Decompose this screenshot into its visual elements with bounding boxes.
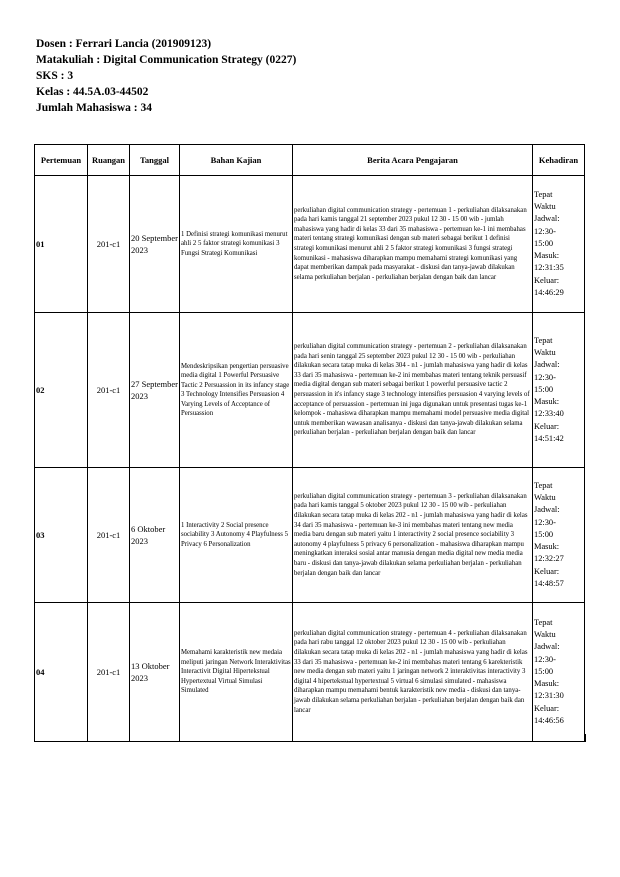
cell-tanggal: 27 September 2023 [130, 313, 180, 468]
cell-ruangan: 201-c1 [88, 468, 130, 603]
col-header-tanggal: Tanggal [130, 145, 180, 176]
kehadiran-line: Tepat [534, 335, 553, 345]
cell-tanggal: 20 September 2023 [130, 176, 180, 313]
table-header-row [35, 145, 585, 176]
cell-pertemuan: 04 [35, 603, 88, 742]
kehadiran-line: 12:30- [534, 654, 556, 664]
kehadiran-line: Keluar: [534, 566, 560, 576]
kehadiran-line: 15:00 [534, 529, 554, 539]
kehadiran-line: 14:46:29 [534, 288, 564, 298]
kehadiran-line: Jadwal: [534, 360, 560, 370]
cell-berita-acara: perkuliahan digital communication strategy - pertemuan 1 - perkuliahan dilaksanakan pada hari kamis tanggal 21 september 2023 pukul 12 30 - 15 00 wib - jumlah mahasiswa yang hadir di kelas 33 dari 35 mahasiswa - pertemuan ke-1 ini membahas materi tentang strategi komunikasi dengan sub materi sebagai berikut 1 definisi strategi komunikasi menurut ahli 2 5 faktor strategi komunikasi 3 fungsi strategi komunikasi - mahasiswa diharapkan mampu memahami strategi komunikasi yang dapat memberikan dampak pada masyarakat - diskusi dan tanya-jawab dilakukan selama perkuliahan berjalan - perkuliahan berjalan dengan baik dan lancar [293, 176, 533, 313]
table-row [35, 603, 585, 742]
matakuliah-line: Matakuliah : Digital Communication Strategy (0227) [36, 54, 297, 66]
kehadiran-line: 12:31:35 [534, 263, 564, 273]
dosen-line: Dosen : Ferrari Lancia (201909123) [36, 38, 212, 50]
col-header-bahan-kajian: Bahan Kajian [180, 145, 293, 176]
col-header-ruangan: Ruangan [88, 145, 130, 176]
kehadiran-line: Masuk: [534, 397, 560, 407]
kehadiran-line: 15:00 [534, 666, 554, 676]
cell-pertemuan: 01 [35, 176, 88, 313]
cell-ruangan: 201-c1 [88, 313, 130, 468]
kehadiran-line: 12:32:27 [534, 554, 564, 564]
cell-kehadiran [533, 176, 585, 313]
document-header [36, 36, 296, 116]
kehadiran-line: Masuk: [534, 542, 560, 552]
cell-pertemuan: 03 [35, 468, 88, 603]
kehadiran-line: 12:33:40 [534, 409, 564, 419]
cell-bahan-kajian: Mendeskripsikan pengertian persuasive media digital 1 Powerful Persuasive Tactic 2 Persuassion in its infancy stage 3 Technology Intensifies Persuasion 4 Varying Levels of Acceptance of Persuassion [180, 313, 293, 468]
kehadiran-line: 12:30- [534, 372, 556, 382]
table-row [35, 313, 585, 468]
cell-berita-acara: perkuliahan digital communication strategy - pertemuan 2 - perkuliahan dilaksanakan pada hari senin tanggal 25 september 2023 pukul 12 30 - 15 00 wib - perkuliahan dilakukan secara tatap muka di kelas 304 - n1 - jumlah mahasiswa yang hadir di kelas 33 dari 35 mahasiswa - pertemuan ke-2 ini membahas materi tentang teknik persuasif media digital dengan sub materi sebagai berikut 1 powerful persuasive tactic 2 persuassion in it's infancy stage 3 technology intensifies persuasion 4 varying levels of acceptance of persuassion - pertemuan ini juga digunakan untuk presentasi tugas ke-1 kelompok - mahasiswa diharapkan mampu memahami model persuasive media digital untuk memberikan wawasan analisanya - diskusi dan tanya-jawab dilakukan selama perkuliahan berjalan - perkuliahan berjalan dengan baik dan lancar [293, 313, 533, 468]
kehadiran-line: Keluar: [534, 703, 560, 713]
kehadiran-line: Keluar: [534, 421, 560, 431]
cell-kehadiran [533, 468, 585, 603]
kehadiran-line: Masuk: [534, 251, 560, 261]
cell-berita-acara: perkuliahan digital communication strategy - pertemuan 3 - perkuliahan dilaksanakan pada hari kamis tanggal 5 oktober 2023 pukul 12 30 - 15 00 wib - perkuliahan dilakukan secara tatap muka di kelas 202 - n1 - jumlah mahasiswa yang hadir di kelas 34 dari 35 mahasiswa - pertemuan ke-3 ini membahas materi tentang new media media baru dengan sub materi yaitu 1 interactivity 2 social presence sociability 3 autonomy 4 playfulness 5 privacy 6 personalization - mahasiswa diharapkan mampu meningkatkan interaksi sosial antar manusia dengan media digital new media media baru - diskusi dan tanya-jawab dilakukan selama perkuliahan berjalan - perkuliahan berjalan dengan baik dan lancar [293, 468, 533, 603]
kehadiran-line: Tepat [534, 617, 553, 627]
col-header-kehadiran: Kehadiran [533, 145, 585, 176]
cell-tanggal: 13 Oktober 2023 [130, 603, 180, 742]
kehadiran-line: 12:31:30 [534, 691, 564, 701]
kehadiran-line: 12:30- [534, 226, 556, 236]
sks-line: SKS : 3 [36, 70, 74, 82]
cell-tanggal: 6 Oktober 2023 [130, 468, 180, 603]
col-header-pertemuan: Pertemuan [35, 145, 88, 176]
cell-bahan-kajian: 1 Definisi strategi komunikasi menurut ahli 2 5 faktor strategi komunikasi 3 Fungsi Strategi Komunikasi [180, 176, 293, 313]
cell-kehadiran [533, 313, 585, 468]
kehadiran-line: Jadwal: [534, 505, 560, 515]
jumlah-mahasiswa-line: Jumlah Mahasiswa : 34 [36, 102, 152, 114]
kehadiran-line: Masuk: [534, 679, 560, 689]
kehadiran-line: Waktu [534, 629, 556, 639]
kehadiran-line: 12:30- [534, 517, 556, 527]
kehadiran-line: Waktu [534, 492, 556, 502]
kehadiran-line: Jadwal: [534, 642, 560, 652]
kehadiran-line: Keluar: [534, 275, 560, 285]
kehadiran-line: Waktu [534, 347, 556, 357]
kehadiran-line: Jadwal: [534, 214, 560, 224]
cell-bahan-kajian: 1 Interactivity 2 Social presence sociability 3 Autonomy 4 Playfulness 5 Privacy 6 Personalization [180, 468, 293, 603]
berita-acara-table [34, 144, 585, 742]
kehadiran-line: 14:46:56 [534, 716, 564, 726]
kehadiran-line: 14:51:42 [534, 434, 564, 444]
kehadiran-line: Tepat [534, 189, 553, 199]
cell-berita-acara: perkuliahan digital communication strategy - pertemuan 4 - perkuliahan dilaksanakan pada hari rabu tanggal 12 oktober 2023 pukul 12 30 - 15 00 wib - perkuliahan dilakukan secara tatap muka di kelas 202 - n1 - jumlah mahasiswa yang hadir di kelas 33 dari 35 mahasiswa - pertemuan ke-2 ini membahas materi tentang 6 karekteristik new media dengan sub materi yaitu 1 jaringan network 2 interaktivitas interactivity 3 digital 4 hipertekstual hypertextual 5 virtual 6 simulasi simulated - mahasiswa diharapkan mampu memahami bentuk karakteristik new media - diskusi dan tanya-jawab dilakukan selama perkuliahan berjalan - perkuliahan berjalan dengan baik dan lancar [293, 603, 533, 742]
table-continuation [34, 734, 586, 742]
table-row [35, 468, 585, 603]
kehadiran-line: 14:48:57 [534, 579, 564, 589]
cell-ruangan: 201-c1 [88, 603, 130, 742]
cell-kehadiran [533, 603, 585, 742]
cell-pertemuan: 02 [35, 313, 88, 468]
col-header-berita-acara: Berita Acara Pengajaran [293, 145, 533, 176]
table-row [35, 176, 585, 313]
kehadiran-line: Waktu [534, 201, 556, 211]
cell-ruangan: 201-c1 [88, 176, 130, 313]
kehadiran-line: Tepat [534, 480, 553, 490]
kehadiran-line: 15:00 [534, 384, 554, 394]
cell-bahan-kajian: Memahami karakteristik new medaia meliputi jaringan Network Interaktivitas Interactivit Digital Hipertekstual Hypertextual Virtual Simulasi Simulated [180, 603, 293, 742]
kelas-line: Kelas : 44.5A.03-44502 [36, 86, 149, 98]
kehadiran-line: 15:00 [534, 238, 554, 248]
